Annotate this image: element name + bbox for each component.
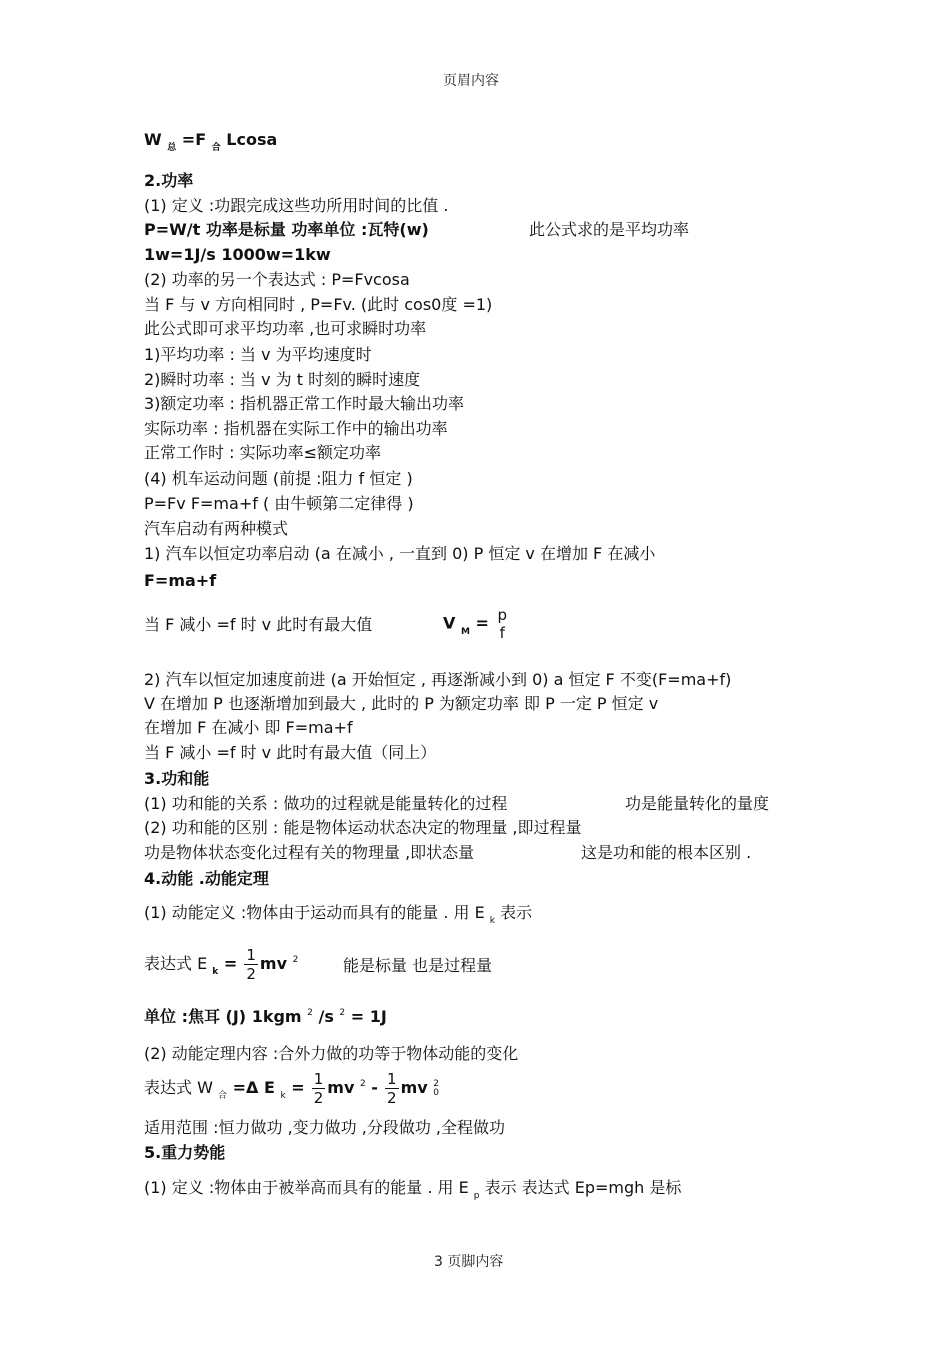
seg: mv bbox=[259, 954, 293, 973]
fraction-denominator: f bbox=[499, 624, 505, 642]
power-avg-instant: 此公式即可求平均功率 ,也可求瞬时功率 bbox=[144, 319, 427, 338]
work-state-quantity: 功是物体状态变化过程有关的物理量 ,即状态量 bbox=[144, 843, 475, 862]
avg-power: 1)平均功率 : 当 v 为平均速度时 bbox=[144, 345, 372, 364]
seg: = 1J bbox=[345, 1007, 387, 1026]
vmax-formula bbox=[443, 606, 510, 642]
kinetic-energy-expression bbox=[144, 946, 298, 983]
constant-accel-start: 2) 汽车以恒定加速度前进 (a 开始恒定 , 再逐渐减小到 0) a 恒定 F 不变(F=ma+f) bbox=[144, 670, 732, 689]
fraction-numerator: 1 bbox=[246, 946, 256, 964]
seg: = bbox=[469, 613, 489, 633]
gravity-potential-definition bbox=[144, 1178, 681, 1201]
vehicle-problem: (4) 机车运动问题 (前提 :阻力 f 恒定 ) bbox=[144, 469, 413, 488]
seg: 表示 表达式 Ep=mgh 是标 bbox=[479, 1178, 682, 1197]
fundamental-difference: 这是功和能的根本区别 . bbox=[581, 843, 752, 862]
rated-power: 3)额定功率 : 指机器正常工作时最大输出功率 bbox=[144, 394, 464, 413]
seg: mv bbox=[327, 1078, 360, 1097]
sub-p: p bbox=[473, 1191, 480, 1201]
kinetic-energy-definition bbox=[144, 903, 532, 926]
seg: - bbox=[365, 1078, 378, 1097]
seg: 表达式 W bbox=[144, 1078, 218, 1097]
fraction-denominator: 2 bbox=[313, 1089, 324, 1107]
vehicle-formulas: P=Fv F=ma+f ( 由牛顿第二定律得 ) bbox=[144, 494, 414, 513]
section-kinetic-energy-heading: 4.动能 .动能定理 bbox=[144, 869, 269, 888]
power-definition: (1) 定义 :功跟完成这些功所用时间的比值 . bbox=[144, 196, 449, 215]
fraction-denominator: 2 bbox=[246, 965, 256, 983]
page-footer: 3 页脚内容 bbox=[434, 1254, 504, 1270]
superscript-2: 2 bbox=[359, 1079, 366, 1089]
seg: V bbox=[443, 613, 461, 633]
sub-total: 总 bbox=[167, 143, 177, 153]
sub-k: k bbox=[489, 916, 495, 926]
superscript-2: 2 bbox=[307, 1008, 313, 1018]
superscript-2: 2 bbox=[339, 1008, 346, 1018]
seg: 单位 :焦耳 (J) 1kgm bbox=[144, 1007, 308, 1026]
kinetic-theorem-expression bbox=[144, 1070, 439, 1107]
sup-sub-stack bbox=[433, 1080, 439, 1098]
normal-working: 正常工作时 : 实际功率≤额定功率 bbox=[144, 443, 381, 462]
section-power-heading: 2.功率 bbox=[144, 171, 194, 190]
actual-power: 实际功率 : 指机器在实际工作中的输出功率 bbox=[144, 419, 448, 438]
seg: =F bbox=[176, 130, 212, 149]
max-velocity-condition: 当 F 减小 =f 时 v 此时有最大值 bbox=[144, 615, 373, 634]
joule-unit bbox=[144, 1007, 387, 1030]
fraction-numerator: p bbox=[497, 606, 508, 624]
startup-modes: 汽车启动有两种模式 bbox=[144, 519, 289, 538]
seg: 表示 bbox=[495, 903, 533, 922]
sub-k: k bbox=[212, 967, 219, 977]
constant-power-start: 1) 汽车以恒定功率启动 (a 在减小 , 一直到 0) P 恒定 v 在增加 F 在减小 bbox=[144, 544, 656, 563]
section-work-energy-heading: 3.功和能 bbox=[144, 769, 210, 788]
work-energy-difference: (2) 功和能的区别 : 能是物体运动状态决定的物理量 ,即过程量 bbox=[144, 818, 582, 837]
kinetic-theorem-content: (2) 动能定理内容 :合外力做的功等于物体动能的变化 bbox=[144, 1044, 519, 1063]
work-total-formula bbox=[144, 130, 277, 153]
sub-net: 合 bbox=[218, 1091, 228, 1101]
work-energy-relation-note: 功是能量转化的量度 bbox=[625, 794, 770, 813]
constant-accel-f-decrease: 在增加 F 在减小 即 F=ma+f bbox=[144, 718, 353, 737]
superscript-2: 2 bbox=[292, 955, 299, 965]
work-energy-relation: (1) 功和能的关系 : 做功的过程就是能量转化的过程 bbox=[144, 794, 508, 813]
instant-power: 2)瞬时功率 : 当 v 为 t 时刻的瞬时速度 bbox=[144, 370, 421, 389]
seg: (1) 动能定义 :物体由于运动而具有的能量 . 用 E bbox=[144, 903, 490, 922]
half-fraction bbox=[312, 1070, 326, 1107]
seg: = bbox=[285, 1078, 305, 1097]
power-unit-line: 1w=1J/s 1000w=1kw bbox=[144, 245, 331, 264]
fraction-numerator: 1 bbox=[313, 1070, 324, 1088]
applicable-range: 适用范围 :恒力做功 ,变力做功 ,分段做功 ,全程做功 bbox=[144, 1118, 505, 1137]
sub-m: M bbox=[460, 626, 470, 637]
subscript-0: 0 bbox=[433, 1087, 439, 1098]
constant-accel-v-increase: V 在增加 P 也逐渐增加到最大 , 此时的 P 为额定功率 即 P 一定 P 恒定 v bbox=[144, 694, 659, 713]
seg: mv bbox=[400, 1078, 434, 1097]
sub-net: 合 bbox=[211, 143, 221, 153]
power-formula-note: 此公式求的是平均功率 bbox=[529, 220, 690, 239]
vmax-fraction bbox=[496, 606, 508, 642]
fraction-denominator: 2 bbox=[387, 1089, 397, 1107]
seg: 表达式 E bbox=[144, 954, 213, 973]
power-same-direction: 当 F 与 v 方向相同时 , P=Fv. (此时 cos0度 =1) bbox=[144, 295, 493, 314]
constant-power-fma: F=ma+f bbox=[144, 571, 217, 590]
seg: /s bbox=[312, 1007, 340, 1026]
half-fraction bbox=[385, 1070, 399, 1107]
fraction-numerator: 1 bbox=[387, 1070, 397, 1088]
seg: Lcosa bbox=[220, 130, 278, 149]
kinetic-energy-scalar-note: 能是标量 也是过程量 bbox=[343, 956, 493, 975]
superscript-2: 2 bbox=[433, 1078, 439, 1089]
seg: =Δ E bbox=[227, 1078, 281, 1097]
seg: = bbox=[218, 954, 238, 973]
section-gravity-potential-heading: 5.重力势能 bbox=[144, 1143, 226, 1162]
page-header: 页眉内容 bbox=[443, 73, 499, 89]
seg: (1) 定义 :物体由于被举高而具有的能量 . 用 E bbox=[144, 1178, 474, 1197]
sub-k: k bbox=[280, 1091, 286, 1101]
power-alt-expression: (2) 功率的另一个表达式 : P=Fvcosa bbox=[144, 270, 410, 289]
seg: W bbox=[144, 130, 168, 149]
half-fraction bbox=[244, 946, 258, 983]
max-velocity-same: 当 F 减小 =f 时 v 此时有最大值（同上） bbox=[144, 743, 437, 762]
power-formula-line: P=W/t 功率是标量 功率单位 :瓦特(w) bbox=[144, 220, 429, 239]
